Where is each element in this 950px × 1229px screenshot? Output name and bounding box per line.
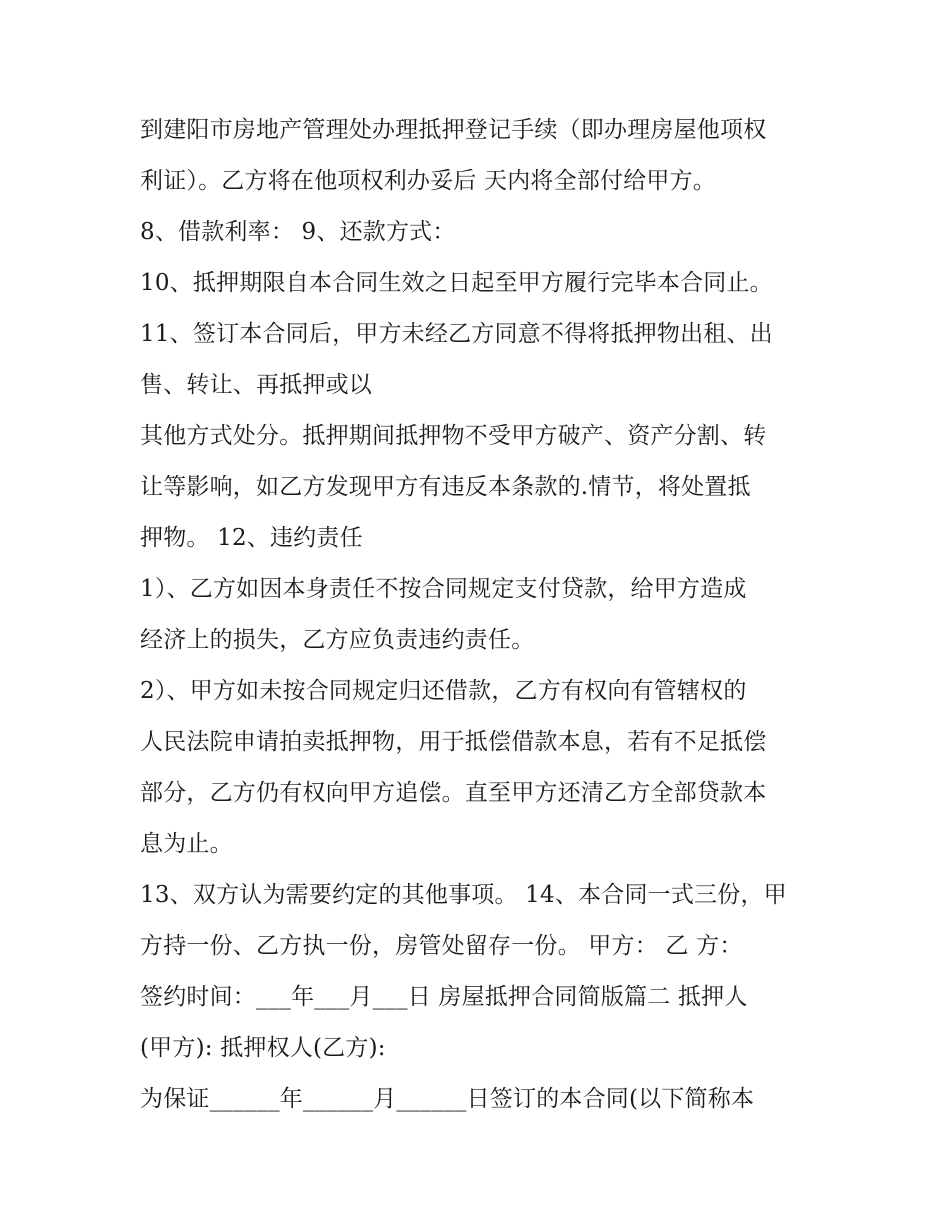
text-line: 1）、乙方如因本身责任不按合同规定支付贷款，给甲方造成 bbox=[140, 576, 747, 602]
text-line: 让等影响，如乙方发现甲方有违反本条款的.情节，将处置抵 bbox=[140, 474, 751, 500]
text-line: 13、双方认为需要约定的其他事项。 14、本合同一式三份，甲 bbox=[140, 882, 787, 908]
text-line: (甲方): 抵押权人(乙方): bbox=[140, 1035, 386, 1061]
text-line: 其他方式处分。抵押期间抵押物不受甲方破产、资产分割、转 bbox=[140, 423, 767, 449]
text-line: 经济上的损失，乙方应负责违约责任。 bbox=[140, 627, 535, 653]
text-line: 8、借款利率： 9、还款方式： bbox=[140, 219, 456, 245]
text-line: 到建阳市房地产管理处办理抵押登记手续（即办理房屋他项权 bbox=[140, 117, 767, 143]
text-line: 部分，乙方仍有权向甲方追偿。直至甲方还清乙方全部贷款本 bbox=[140, 780, 767, 806]
text-line: 11、签订本合同后，甲方未经乙方同意不得将抵押物出租、出 bbox=[140, 321, 773, 347]
text-line: 2）、甲方如未按合同规定归还借款，乙方有权向有管辖权的 bbox=[140, 678, 747, 704]
text-line: 售、转让、再抵押或以 bbox=[140, 372, 372, 398]
text-line: 利证）。乙方将在他项权利办妥后 天内将全部付给甲方。 bbox=[140, 168, 717, 194]
text-line: 方持一份、乙方执一份，房管处留存一份。 甲方： 乙 方： bbox=[140, 933, 743, 959]
text-line: 为保证______年______月______日签订的本合同(以下简称本 bbox=[140, 1086, 755, 1112]
text-line: 押物。 12、违约责任 bbox=[140, 525, 363, 551]
text-line: 息为止。 bbox=[140, 831, 233, 857]
text-line: 人民法院申请拍卖抵押物，用于抵偿借款本息，若有不足抵偿 bbox=[140, 729, 767, 755]
text-line: 签约时间：___年___月___日 房屋抵押合同简版篇二 抵押人 bbox=[140, 984, 748, 1010]
text-line: 10、抵押期限自本合同生效之日起至甲方履行完毕本合同止。 bbox=[140, 270, 773, 296]
